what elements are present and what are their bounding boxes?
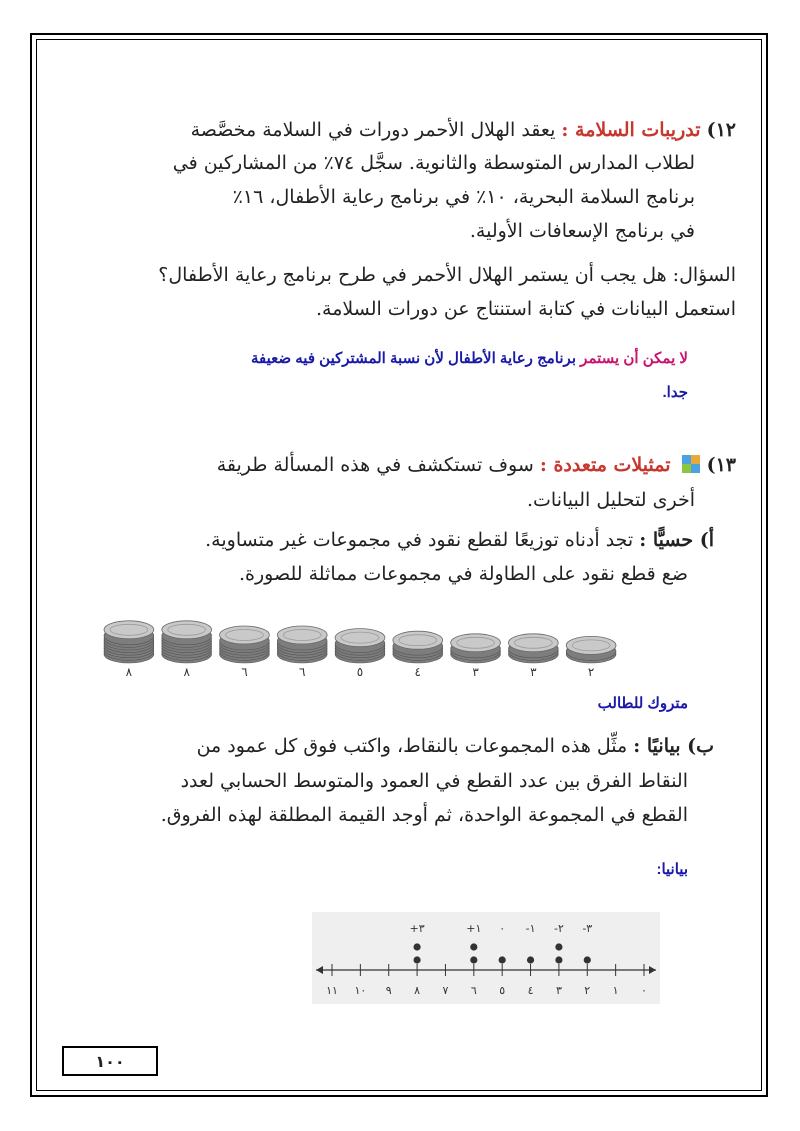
axis-tick-label: ٠ <box>641 984 647 997</box>
coin-stack <box>104 621 154 663</box>
coin-count-label: ٣ <box>472 665 479 679</box>
q12-answer-part-2: برنامج رعاية الأطفال لأن نسبة المشتركين فيه ضعيفة <box>250 350 576 367</box>
axis-tick-label: ١٠ <box>354 984 367 997</box>
axis-tick-label: ٥ <box>499 984 506 997</box>
coin-count-label: ٨ <box>125 665 133 679</box>
q12-text-1: يعقد الهلال الأحمر دورات في السلامة مخصَّصة <box>190 119 556 141</box>
coin-count-label: ٤ <box>414 665 422 679</box>
q12-answer-line-1 <box>251 346 688 372</box>
data-dot <box>470 943 477 950</box>
deviation-label: ٣+ <box>409 922 425 935</box>
coin-stack <box>335 629 385 663</box>
q13-line-2: أخرى لتحليل البيانات. <box>527 489 695 511</box>
data-dot <box>413 943 420 950</box>
coin-stack <box>451 634 501 663</box>
data-dot <box>527 956 534 963</box>
q12-question-1: السؤال: هل يجب أن يستمر الهلال الأحمر في طرح برنامج رعاية الأطفال؟ <box>158 264 736 286</box>
axis-tick-label: ٦ <box>470 984 477 997</box>
q12-title: تدريبات السلامة : <box>561 119 701 141</box>
q12-line-4: في برنامج الإسعافات الأولية. <box>469 220 695 242</box>
coin-count-label: ٢ <box>587 665 595 679</box>
q13-title: تمثيلات متعددة : <box>539 454 671 476</box>
deviation-label: ٣- <box>582 922 593 935</box>
q13-part-b-line-1 <box>197 733 714 759</box>
q13-part-a-text-1: تجد أدناه توزيعًا لقطع نقود في مجموعات غير متساوية. <box>205 529 634 551</box>
axis-tick-label: ٩ <box>385 984 392 997</box>
axis-tick-label: ١١ <box>326 984 338 997</box>
data-dot <box>470 956 477 963</box>
q13-number: ١٣) <box>706 454 736 476</box>
multiple-representations-icon <box>681 454 701 474</box>
q12-line-2: لطلاب المدارس المتوسطة والثانوية. سجَّل ٧٤٪ من المشاركين في <box>172 152 695 174</box>
deviation-label: ١- <box>525 922 536 935</box>
graph-label: بيانيا: <box>656 861 688 878</box>
q13-part-a-line-1 <box>205 527 714 553</box>
data-dot <box>413 956 420 963</box>
axis-tick-label: ٢ <box>584 984 591 997</box>
q13-part-b-label: ب) بيانيًا : <box>633 735 714 757</box>
q12-answer-part-1: لا يمكن أن يستمر <box>580 350 688 367</box>
coin-stack <box>162 621 212 663</box>
axis-tick-label: ٣ <box>555 984 562 997</box>
q13-part-a-label: أ) حسيًّا : <box>639 529 714 551</box>
coin-count-label: ٨ <box>183 665 190 679</box>
data-dot <box>584 956 591 963</box>
deviation-label: ٢- <box>553 922 564 935</box>
q13-part-a-line-2: ضع قطع نقود على الطاولة في مجموعات مماثلة للصورة. <box>238 563 688 585</box>
q13-part-b-line-3: القطع في المجموعة الواحدة، ثم أوجد القيمة المطلقة لهذه الفروق. <box>160 804 688 826</box>
deviation-label: ١+ <box>466 922 482 935</box>
axis-tick-label: ٤ <box>527 984 534 997</box>
coin-count-label: ٦ <box>298 665 306 679</box>
q12-question-2: استعمل البيانات في كتابة استنتاج عن دورات السلامة. <box>316 298 736 320</box>
q12-line-3: برنامج السلامة البحرية، ١٠٪ في برنامج رعاية الأطفال، ١٦٪ <box>232 186 695 208</box>
coin-count-label: ٥ <box>356 665 364 679</box>
q12-number: ١٢) <box>706 119 736 141</box>
page-number: ١٠٠ <box>62 1046 158 1076</box>
q13-part-b-line-2: النقاط الفرق بين عدد القطع في العمود والمتوسط الحسابي لعدد <box>180 770 688 792</box>
data-dot <box>499 956 506 963</box>
axis-tick-label: ٧ <box>442 984 449 997</box>
coin-stack <box>220 626 270 663</box>
dot-plot <box>312 912 660 1004</box>
axis-tick-label: ١ <box>612 984 619 997</box>
coin-stack <box>508 634 558 663</box>
coin-count-label: ٣ <box>530 665 537 679</box>
data-dot <box>555 956 562 963</box>
q13-text-1: سوف تستكشف في هذه المسألة طريقة <box>216 454 534 476</box>
q12-answer-line-2: جدا. <box>662 384 688 401</box>
left-for-student-note: متروك للطالب <box>597 695 688 712</box>
coin-stack <box>566 636 616 663</box>
data-dot <box>555 943 562 950</box>
deviation-label: ٠ <box>499 922 506 935</box>
coin-stack <box>277 626 327 663</box>
coin-stacks-figure <box>100 600 620 710</box>
q13-part-b-text-1: مثِّل هذه المجموعات بالنقاط، واكتب فوق كل عمود من <box>196 735 628 757</box>
q13-line-1 <box>217 452 736 478</box>
axis-tick-label: ٨ <box>414 984 421 997</box>
coin-stack <box>393 631 443 663</box>
coin-count-label: ٦ <box>241 665 248 679</box>
q12-line-1 <box>191 117 736 143</box>
